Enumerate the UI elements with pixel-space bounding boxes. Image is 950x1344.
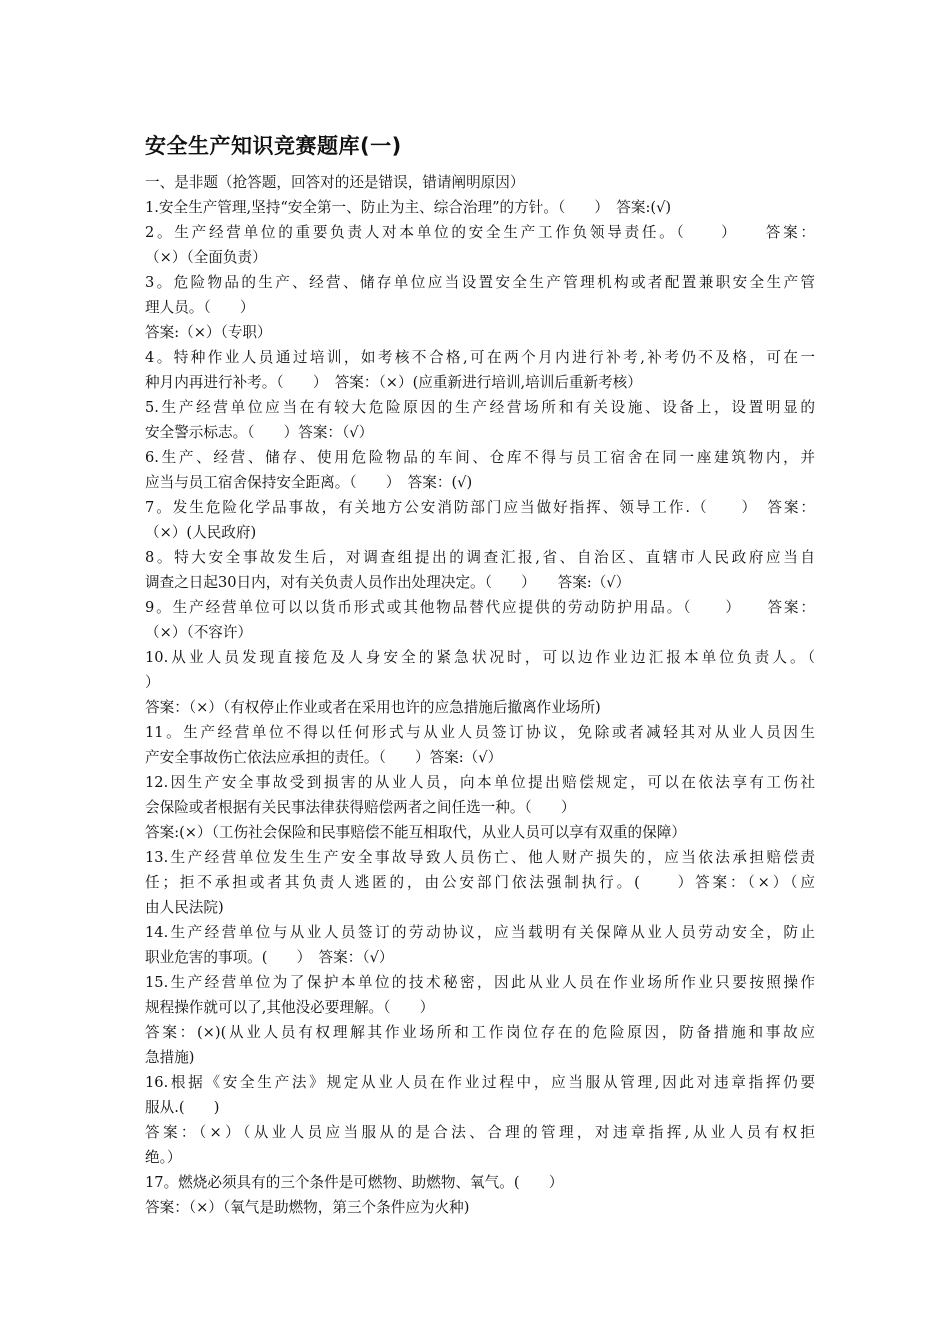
question-15: 15.生产经营单位为了保护本单位的技术秘密，因此从业人员在作业场所作业只要按照操作 bbox=[145, 974, 815, 991]
question-9: 9。生产经营单位可以以货币形式或其他物品替代应提供的劳动防护用品。（ ） 答案： bbox=[145, 599, 815, 616]
answer-10: 答案：（×）（有权停止作业或者在采用也许的应急措施后撤离作业场所) bbox=[145, 699, 601, 716]
question-13: 13.生产经营单位发生生产安全事故导致人员伤亡、他人财产损失的，应当依法承担赔偿责 bbox=[145, 849, 815, 866]
question-6: 6.生产、经营、储存、使用危险物品的车间、仓库不得与员工宿舍在同一座建筑物内，并 bbox=[145, 449, 815, 466]
question-11-cont: 产安全事故伤亡依法应承担的责任。（ ）答案:（√） bbox=[145, 749, 503, 766]
question-7: 7。发生危险化学品事故，有关地方公安消防部门应当做好指挥、领导工作.（ ） 答案： bbox=[145, 499, 815, 516]
question-17: 17。燃烧必须具有的三个条件是可燃物、助燃物、氧气。( ） bbox=[145, 1174, 564, 1191]
answer-15: 答案：(×)(从业人员有权理解其作业场所和工作岗位存在的危险原因，防备措施和事故应 bbox=[145, 1024, 815, 1041]
question-16-cont: 服从.( ) bbox=[145, 1099, 220, 1116]
answer-12: 答案:(×）（工伤社会保险和民事赔偿不能互相取代，从业人员可以享有双重的保障） bbox=[145, 824, 686, 841]
question-2: 2。生产经营单位的重要负责人对本单位的安全生产工作负领导责任。（ ） 答案： bbox=[145, 224, 815, 241]
answer-2: （×）（全面负责） bbox=[145, 249, 267, 266]
question-14-cont: 职业危害的事项。( ） 答案：（√） bbox=[145, 949, 394, 966]
question-15-cont: 规程操作就可以了,其他没必要理解。（ ） bbox=[145, 999, 435, 1016]
question-4: 4。特种作业人员通过培训，如考核不合格,可在两个月内进行补考,补考仍不及格，可在一 bbox=[145, 349, 815, 366]
section-heading: 一、是非题（抢答题，回答对的还是错误，错请阐明原因） bbox=[145, 174, 525, 191]
question-12: 12.因生产安全事故受到损害的从业人员，向本单位提出赔偿规定，可以在依法享有工伤社 bbox=[145, 774, 815, 791]
question-5-cont: 安全警示标志。（ ）答案：（√） bbox=[145, 424, 374, 441]
answer-17: 答案：（×）（氧气是助燃物，第三个条件应为火种) bbox=[145, 1199, 470, 1216]
question-14: 14.生产经营单位与从业人员签订的劳动协议，应当载明有关保障从业人员劳动安全，防止 bbox=[145, 924, 815, 941]
question-16: 16.根据《安全生产法》规定从业人员在作业过程中，应当服从管理,因此对违章指挥仍要 bbox=[145, 1074, 815, 1091]
answer-3: 答案:（×）（专职） bbox=[145, 324, 272, 341]
question-11: 11。生产经营单位不得以任何形式与从业人员签订协议，免除或者减轻其对从业人员因生 bbox=[145, 724, 815, 741]
question-3: 3。危险物品的生产、经营、储存单位应当设置安全生产管理机构或者配置兼职安全生产管 bbox=[145, 274, 815, 291]
answer-16: 答案：（×）（从业人员应当服从的是合法、合理的管理，对违章指挥,从业人员有权拒 bbox=[145, 1124, 815, 1141]
question-3-cont: 理人员。（ ） bbox=[145, 299, 255, 316]
question-4-cont: 种月内再进行补考。（ ） 答案：（×）(应重新进行培训,培训后重新考核） bbox=[145, 374, 642, 391]
question-6-cont: 应当与员工宿舍保持安全距离。（ ） 答案：(√) bbox=[145, 474, 473, 491]
answer-15-cont: 急措施) bbox=[145, 1049, 195, 1066]
question-12-cont: 会保险或者根据有关民事法律获得赔偿两者之间任选一种。（ ） bbox=[145, 799, 576, 816]
document-page bbox=[145, 128, 815, 1220]
answer-13: 由人民法院) bbox=[145, 899, 224, 916]
question-10-cont: ） bbox=[145, 674, 160, 691]
question-5: 5.生产经营单位应当在有较大危险原因的生产经营场所和有关设施、设备上，设置明显的 bbox=[145, 399, 815, 416]
question-13-cont: 任；拒不承担或者其负责人逃匿的，由公安部门依法强制执行。( ）答案：（×）（应 bbox=[145, 874, 815, 891]
question-10: 10.从业人员发现直接危及人身安全的紧急状况时，可以边作业边汇报本单位负责人。（ bbox=[145, 649, 815, 666]
question-1: 1.安全生产管理,坚持“安全第一、防止为主、综合治理”的方针。（ ） 答案:(√) bbox=[145, 199, 672, 216]
document-title: 安全生产知识竞赛题库(一) bbox=[145, 134, 402, 158]
question-8: 8。特大安全事故发生后，对调查组提出的调查汇报,省、自治区、直辖市人民政府应当自 bbox=[145, 549, 815, 566]
answer-16-cont: 绝。） bbox=[145, 1149, 182, 1166]
answer-9: （×）（不容许） bbox=[145, 624, 253, 641]
question-8-cont: 调查之日起30日内，对有关负责人员作出处理决定。（ ） 答案:（√） bbox=[145, 574, 631, 591]
answer-7: （×）(人民政府) bbox=[145, 524, 257, 541]
